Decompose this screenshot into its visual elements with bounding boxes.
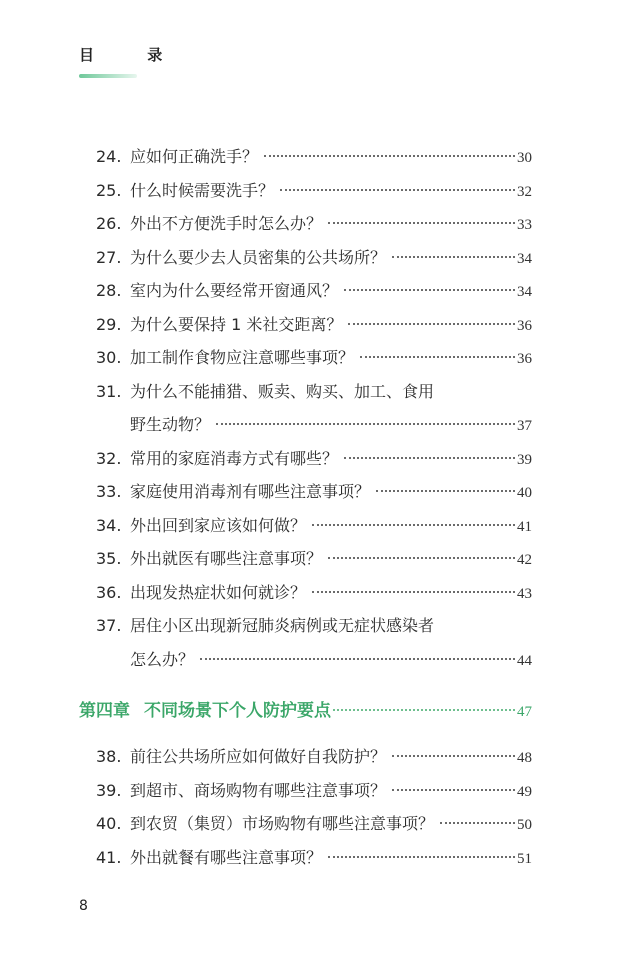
- dot-leader: [328, 557, 515, 559]
- toc-entry-page: 42: [517, 552, 532, 568]
- toc-entry-page: 40: [517, 485, 532, 501]
- dot-leader: [392, 755, 515, 757]
- toc-entry-page: 49: [517, 783, 532, 800]
- dot-leader: [344, 289, 515, 291]
- toc-entry[interactable]: [96, 807, 532, 841]
- toc-entry-number: 28.: [96, 281, 122, 300]
- toc-entry-title: 到农贸（集贸）市场购物有哪些注意事项？: [130, 814, 435, 833]
- toc-entry-continuation[interactable]: [96, 408, 532, 442]
- toc-entry-title: 室内为什么要经常开窗通风？: [130, 281, 339, 300]
- toc-entry-continuation[interactable]: [96, 643, 532, 677]
- toc-entry[interactable]: [96, 174, 532, 208]
- toc-entry[interactable]: [96, 341, 532, 375]
- toc-entry-multiline[interactable]: [96, 609, 532, 643]
- toc-entry-title: 什么时候需要洗手？: [130, 180, 275, 200]
- toc-entry-number: 35.: [96, 549, 122, 568]
- toc-entry-title: 为什么不能捕猎、贩卖、购买、加工、食用: [130, 381, 435, 401]
- dot-leader: [312, 524, 515, 526]
- toc-entry-multiline[interactable]: [96, 375, 532, 409]
- toc-entry-number: 32.: [96, 448, 122, 468]
- dot-leader: [312, 591, 515, 593]
- toc-entry-title: 前往公共场所应如何做好自我防护？: [130, 747, 387, 766]
- page-header-title: 目 录: [79, 46, 187, 64]
- toc-entry-number: 37.: [96, 616, 122, 635]
- dot-leader: [344, 457, 515, 459]
- toc-entry-page: 37: [517, 418, 532, 434]
- chapter-label: 第四章: [79, 701, 130, 721]
- toc-entry[interactable]: [96, 442, 532, 476]
- chapter-heading[interactable]: [79, 695, 532, 728]
- page-number: 8: [79, 898, 88, 914]
- toc-entry-number: 34.: [96, 515, 122, 535]
- toc-entry-page: 34: [517, 284, 532, 300]
- toc-entry-number: 29.: [96, 314, 122, 334]
- toc-entry-page: 34: [517, 250, 532, 267]
- toc-entry-page: 48: [517, 750, 532, 766]
- toc-entry-title: 家庭使用消毒剂有哪些注意事项？: [130, 482, 371, 501]
- toc-entry-number: 39.: [96, 780, 122, 800]
- toc-entry-title: 居住小区出现新冠肺炎病例或无症状感染者: [130, 616, 435, 635]
- toc-entry[interactable]: [96, 509, 532, 543]
- toc-entry[interactable]: [96, 774, 532, 808]
- dot-leader: [440, 822, 515, 824]
- toc-entry-page: 43: [517, 585, 532, 602]
- toc-entry-number: 30.: [96, 348, 122, 367]
- toc-entry-title: 到超市、商场购物有哪些注意事项？: [130, 780, 387, 800]
- dot-leader: [392, 789, 515, 791]
- dot-leader: [280, 189, 515, 191]
- dot-leader: [360, 356, 515, 358]
- toc-entry-title-continued: 野生动物？: [130, 415, 211, 434]
- toc-entry-title: 加工制作食物应注意哪些事项？: [130, 348, 355, 367]
- dot-leader: [328, 222, 515, 224]
- toc-entry-page: 41: [517, 518, 532, 535]
- toc-entry-number: 31.: [96, 381, 122, 401]
- dot-leader: [216, 423, 515, 425]
- header-accent-bar: [79, 74, 137, 78]
- toc-entry-title: 出现发热症状如何就诊？: [130, 582, 307, 602]
- toc-entry-number: 36.: [96, 582, 122, 602]
- toc-entry-title-continued: 怎么办？: [130, 649, 195, 669]
- toc-entry[interactable]: [96, 475, 532, 509]
- toc-entry[interactable]: [96, 841, 532, 875]
- toc-entry-page: 36: [517, 351, 532, 367]
- toc-entry-number: 25.: [96, 180, 122, 200]
- toc-entry[interactable]: [96, 140, 532, 174]
- toc-entry-number: 38.: [96, 747, 122, 766]
- toc-entry-page: 33: [517, 217, 532, 233]
- toc-entry[interactable]: [96, 576, 532, 610]
- toc-entry-title: 外出回到家应该如何做？: [130, 515, 307, 535]
- dot-leader: [264, 155, 515, 157]
- dot-leader: [333, 709, 515, 711]
- toc-entry-number: 40.: [96, 814, 122, 833]
- toc-entry-page: 44: [517, 652, 532, 669]
- toc-list-b: [96, 740, 532, 874]
- dot-leader: [348, 323, 515, 325]
- chapter-page: 47: [517, 704, 532, 720]
- toc-entry-page: 39: [517, 451, 532, 468]
- toc-entry[interactable]: [96, 241, 532, 275]
- chapter-title: 不同场景下个人防护要点: [144, 701, 331, 721]
- toc-entry[interactable]: [96, 308, 532, 342]
- dot-leader: [376, 490, 515, 492]
- toc-entry-page: 32: [517, 183, 532, 200]
- toc-entry-title: 外出不方便洗手时怎么办？: [130, 214, 323, 233]
- toc-entry[interactable]: [96, 542, 532, 576]
- toc-entry-title: 为什么要保持 1 米社交距离？: [130, 314, 343, 334]
- toc-entry-number: 24.: [96, 147, 122, 166]
- toc-entry-title: 外出就医有哪些注意事项？: [130, 549, 323, 568]
- dot-leader: [392, 256, 515, 258]
- toc-list-a: [96, 140, 532, 676]
- toc-entry-number: 41.: [96, 847, 122, 867]
- toc-entry-page: 30: [517, 150, 532, 166]
- toc-entry-title: 外出就餐有哪些注意事项？: [130, 847, 323, 867]
- toc-entry-page: 36: [517, 317, 532, 334]
- toc-entry-title: 应如何正确洗手？: [130, 147, 259, 166]
- toc-entry[interactable]: [96, 274, 532, 308]
- toc-entry-number: 26.: [96, 214, 122, 233]
- toc-entry-number: 27.: [96, 247, 122, 267]
- toc-entry-title: 为什么要少去人员密集的公共场所？: [130, 247, 387, 267]
- dot-leader: [200, 658, 515, 660]
- toc-entry-number: 33.: [96, 482, 122, 501]
- toc-entry[interactable]: [96, 207, 532, 241]
- toc-entry-title: 常用的家庭消毒方式有哪些？: [130, 448, 339, 468]
- dot-leader: [328, 856, 515, 858]
- toc-entry[interactable]: [96, 740, 532, 774]
- toc-entry-page: 51: [517, 850, 532, 867]
- toc-entry-page: 50: [517, 817, 532, 833]
